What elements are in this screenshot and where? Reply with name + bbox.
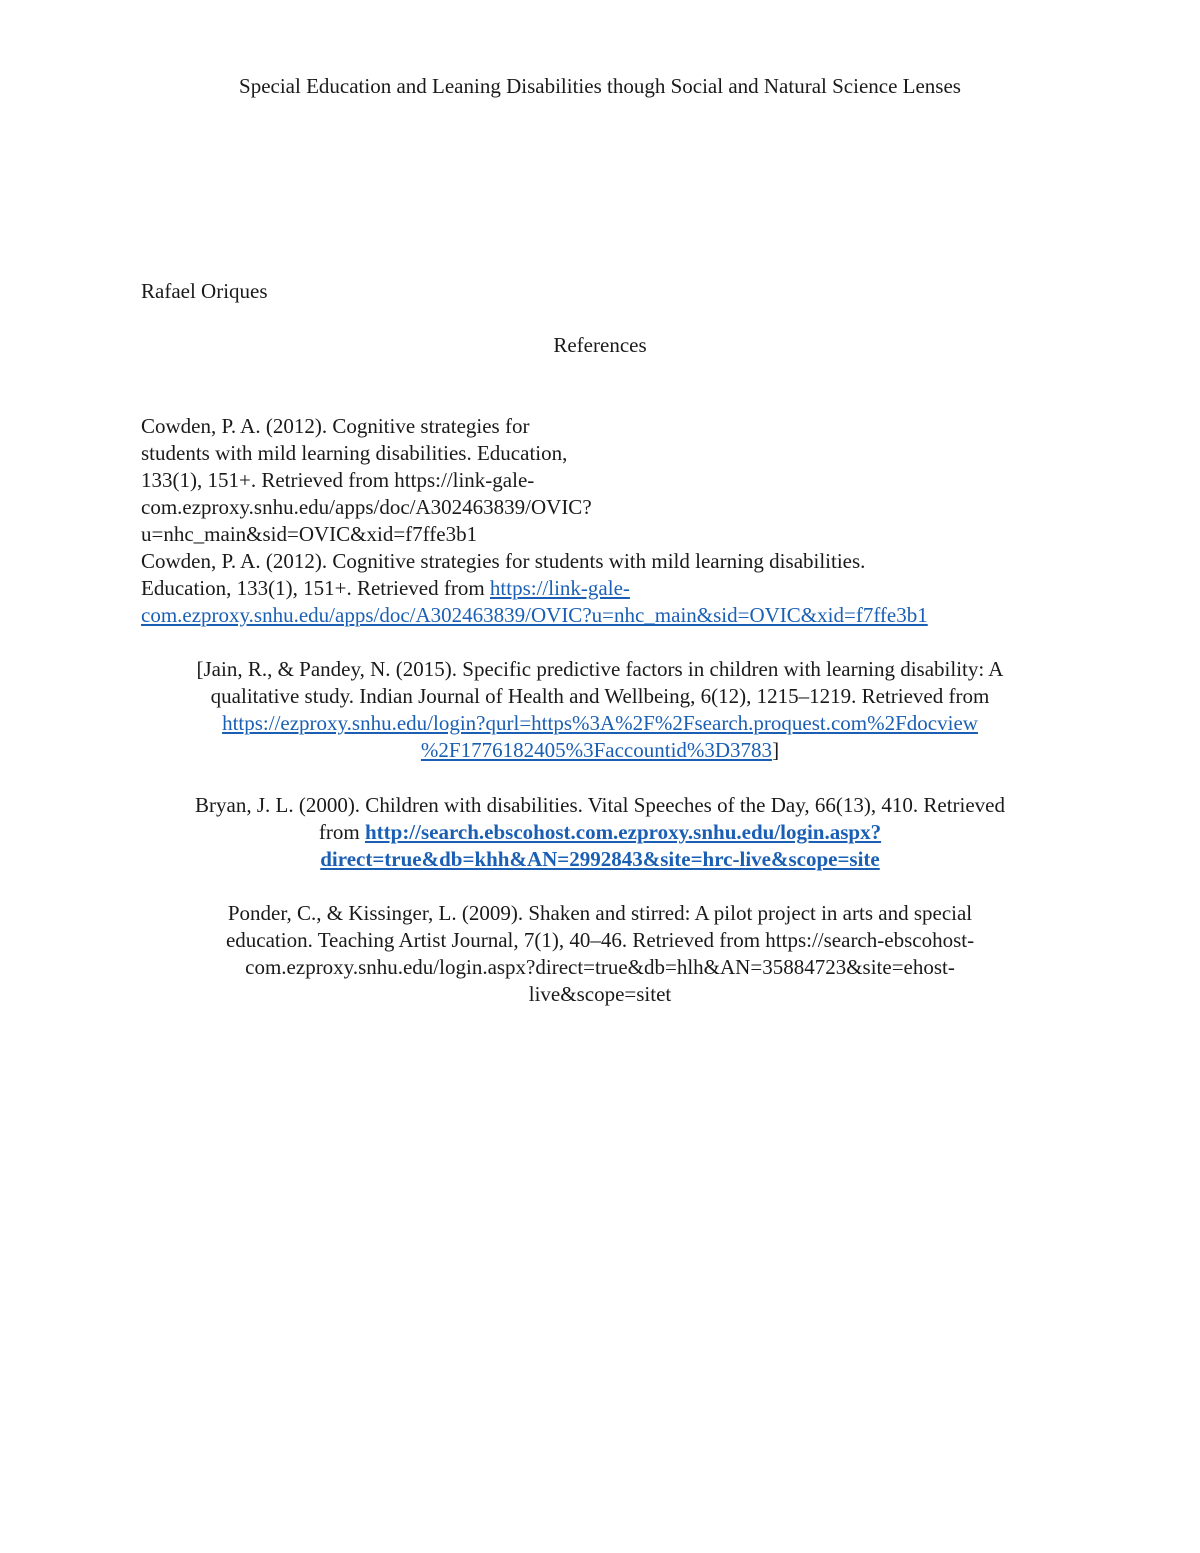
bryan-url-link-continued[interactable]: direct=true&db=khh&AN=2992843&site=hrc-live&scope=site: [320, 847, 880, 871]
reference-line: [0, 819, 1200, 846]
reference-line: Ponder, C., & Kissinger, L. (2009). Shaken and stirred: A pilot project in arts and special: [227, 901, 973, 925]
reference-bryan: [0, 792, 1200, 873]
reference-ponder: [0, 900, 1200, 1008]
reference-line: [0, 710, 1200, 737]
references-heading: References: [553, 333, 647, 357]
reference-line: [0, 846, 1200, 873]
paper-title: Special Education and Leaning Disabilities though Social and Natural Science Lenses: [239, 74, 961, 98]
author-name: Rafael Oriques: [141, 279, 268, 303]
cowden-url-link[interactable]: https://link-gale-: [489, 576, 630, 600]
reference-line: Cowden, P. A. (2012). Cognitive strategies for: [141, 414, 530, 438]
reference-jain: [0, 656, 1200, 764]
reference-cowden-plain: [141, 413, 592, 548]
reference-line: [0, 737, 1200, 764]
reference-line: [141, 602, 928, 629]
reference-line: Bryan, J. L. (2000). Children with disabilities. Vital Speeches of the Day, 66(13), 410. Retrieved: [195, 793, 1005, 817]
jain-url-link-continued[interactable]: %2F1776182405%3Faccountid%3D3783: [420, 738, 773, 762]
reference-line: [Jain, R., & Pandey, N. (2015). Specific predictive factors in children with learning disability: A: [196, 657, 1004, 681]
reference-text: ]: [772, 738, 780, 762]
reference-text: from: [318, 820, 365, 844]
reference-line: u=nhc_main&sid=OVIC&xid=f7ffe3b1: [141, 522, 478, 546]
reference-line: students with mild learning disabilities. Education,: [141, 441, 568, 465]
jain-url-link[interactable]: https://ezproxy.snhu.edu/login?qurl=https%3A%2F%2Fsearch.proquest.com%2Fdocview: [222, 711, 978, 735]
reference-text: Education, 133(1), 151+. Retrieved from: [141, 576, 490, 600]
reference-line: 133(1), 151+. Retrieved from https://link-gale-: [141, 468, 535, 492]
reference-cowden-linked: [141, 548, 928, 629]
reference-line: Cowden, P. A. (2012). Cognitive strategies for students with mild learning disabilities.: [141, 549, 866, 573]
cowden-url-link-continued[interactable]: com.ezproxy.snhu.edu/apps/doc/A302463839/OVIC?u=nhc_main&sid=OVIC&xid=f7ffe3b1: [141, 603, 928, 627]
reference-line: qualitative study. Indian Journal of Health and Wellbeing, 6(12), 1215–1219. Retrieved from: [210, 684, 990, 708]
reference-line: [141, 575, 928, 602]
reference-line: com.ezproxy.snhu.edu/apps/doc/A302463839/OVIC?: [141, 495, 592, 519]
bryan-url-link[interactable]: http://search.ebscohost.com.ezproxy.snhu.edu/login.aspx?: [364, 820, 882, 844]
reference-line: live&scope=sitet: [528, 982, 672, 1006]
reference-line: education. Teaching Artist Journal, 7(1), 40–46. Retrieved from https://search-ebscohost-: [225, 928, 975, 952]
reference-line: com.ezproxy.snhu.edu/login.aspx?direct=true&db=hlh&AN=35884723&site=ehost-: [245, 955, 955, 979]
